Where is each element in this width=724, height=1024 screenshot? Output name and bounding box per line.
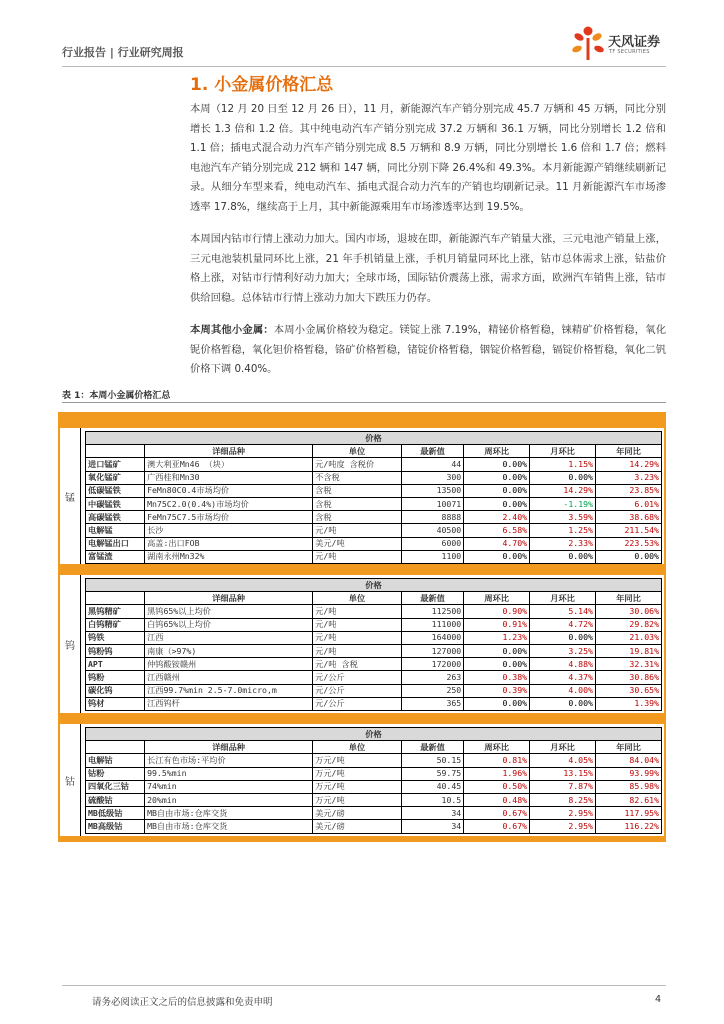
- table-row: [86, 458, 662, 471]
- column-header: 详细品种: [145, 445, 313, 458]
- table-cell: 美元/吨: [313, 537, 402, 550]
- table-row: [86, 631, 662, 644]
- table-cell: 四氧化三钴: [86, 780, 145, 793]
- table-cell: 元/吨: [313, 550, 402, 563]
- table-cell: 0.00%: [464, 658, 530, 671]
- table-cell: 0.00%: [530, 471, 596, 484]
- table-cell: 元/吨: [313, 644, 402, 657]
- table-row: [86, 644, 662, 657]
- table-cell: 23.85%: [595, 484, 661, 497]
- table-cell: 40.45: [401, 780, 463, 793]
- table-cell: 30.86%: [595, 671, 661, 684]
- table-cell: 300: [401, 471, 463, 484]
- table-row: [86, 484, 662, 497]
- table-cell: 江西钨杆: [145, 697, 313, 710]
- column-header: 周环比: [464, 741, 530, 754]
- table-cell: 美元/磅: [313, 807, 402, 820]
- table-cell: 4.72%: [530, 618, 596, 631]
- table-cell: MB自由市场:仓库交货: [145, 820, 313, 833]
- paragraph-other-metals: [190, 321, 666, 380]
- table-cell: 19.81%: [595, 644, 661, 657]
- table-row: [86, 511, 662, 524]
- table-cell: 0.81%: [464, 754, 530, 767]
- table-cell: 34: [401, 807, 463, 820]
- table-cell: 172000: [401, 658, 463, 671]
- table-cell: 30.65%: [595, 684, 661, 697]
- table-row: [86, 671, 662, 684]
- table-cell: 127000: [401, 644, 463, 657]
- block-label: 钨: [60, 575, 81, 713]
- table-cell: 3.25%: [530, 644, 596, 657]
- table-cell: 5.14%: [530, 605, 596, 618]
- logo-name-cn: 天风证券: [608, 35, 661, 50]
- table-cell: 1.96%: [464, 767, 530, 780]
- table-cell: 8.25%: [530, 793, 596, 806]
- table-cell: 含税: [313, 484, 402, 497]
- table-cell: 0.00%: [464, 458, 530, 471]
- table-cell: 江西99.7%min 2.5-7.0micro,m: [145, 684, 313, 697]
- table-cell: 元/吨 含税: [313, 658, 402, 671]
- table-cell: 元/吨: [313, 524, 402, 537]
- page-number: 4: [655, 994, 662, 1005]
- table-cell: 21.03%: [595, 631, 661, 644]
- column-header: 年同比: [595, 741, 661, 754]
- table-cell: 4.05%: [530, 754, 596, 767]
- table-row: [86, 780, 662, 793]
- column-header: 详细品种: [145, 741, 313, 754]
- table-row: [86, 767, 662, 780]
- column-header: 详细品种: [145, 592, 313, 605]
- table-cell: 电解锰: [86, 524, 145, 537]
- price-table: [85, 727, 662, 834]
- table-cell: 碳化钨: [86, 684, 145, 697]
- table-cell: 钨粉钨: [86, 644, 145, 657]
- paragraph-cobalt-market-text: 本周国内钴市行情上涨动力加大。国内市场，退坡在即，新能源汽车产销量大涨，三元电池产销量上涨，三元电池装机量同环比上涨，21 年手机销量上涨，手机月销量同环比上涨，钴市总体需求上涨，钴盐价格上涨，对钴市行情利好动力加大；全球市场，国际钴价震荡上涨，需求方面，欧洲汽车销售上涨，钴市供给回稳。总体钴市行情上涨动力加大下跌压力仍存。: [190, 233, 666, 304]
- table-cell: 2.40%: [464, 511, 530, 524]
- table-row: [86, 658, 662, 671]
- table-cell: 湖南永州Mn32%: [145, 550, 313, 563]
- table-header-row: [86, 741, 662, 754]
- table-cell: 85.98%: [595, 780, 661, 793]
- table-title: 表 1：本周小金属价格汇总: [62, 391, 171, 401]
- price-table: [85, 578, 662, 711]
- table-cell: 211.54%: [595, 524, 661, 537]
- column-header: 年同比: [595, 592, 661, 605]
- table-cell: 1.23%: [464, 631, 530, 644]
- table-cell: Mn75C2.0(0.4%)市场均价: [145, 497, 313, 510]
- table-cell: 32.31%: [595, 658, 661, 671]
- table-cell: 10071: [401, 497, 463, 510]
- table-cell: 万元/吨: [313, 767, 402, 780]
- table-cell: 氧化锰矿: [86, 471, 145, 484]
- table-cell: 仲钨酸铵赣州: [145, 658, 313, 671]
- table-cell: 0.00%: [595, 550, 661, 563]
- table-cell: 中碳锰铁: [86, 497, 145, 510]
- table-cell: 84.04%: [595, 754, 661, 767]
- table-cell: 6000: [401, 537, 463, 550]
- table-cell: 高碳锰铁: [86, 511, 145, 524]
- logo-name-en: TF SECURITIES: [609, 49, 650, 55]
- logo-flower-icon: [568, 24, 608, 64]
- table-cell: 82.61%: [595, 793, 661, 806]
- column-header: 周环比: [464, 445, 530, 458]
- table-cell: 40500: [401, 524, 463, 537]
- table-cell: 含税: [313, 511, 402, 524]
- column-header: 年同比: [595, 445, 661, 458]
- block-label: 锰: [60, 428, 81, 564]
- table-cell: 硫酸钴: [86, 793, 145, 806]
- table-cell: MB高级钴: [86, 820, 145, 833]
- table-cell: 250: [401, 684, 463, 697]
- table-row: [86, 497, 662, 510]
- table-cell: 元/吨: [313, 631, 402, 644]
- table-cell: 0.00%: [464, 484, 530, 497]
- table-cell: 34: [401, 820, 463, 833]
- table-row: [86, 524, 662, 537]
- table-cell: 164000: [401, 631, 463, 644]
- table-cell: 0.90%: [464, 605, 530, 618]
- table-cell: 万元/吨: [313, 780, 402, 793]
- other-metals-body: 本周小金属价格较为稳定。镁锭上涨 7.19%，精铋价格暂稳，铼精矿价格暂稳，氧化铌价格暂稳，氧化钽价格暂稳，铬矿价格暂稳，锗锭价格暂稳，铟锭价格暂稳，镉锭价格暂稳，氧化二钒价格下调 0.40%。: [190, 324, 667, 375]
- table-cell: 365: [401, 697, 463, 710]
- table-cell: -1.19%: [530, 497, 596, 510]
- table-cell: 0.67%: [464, 807, 530, 820]
- table-cell: 14.29%: [530, 484, 596, 497]
- table-cell: 0.67%: [464, 820, 530, 833]
- column-header: 最新值: [401, 741, 463, 754]
- column-header: [86, 445, 145, 458]
- table-cell: 99.5%min: [145, 767, 313, 780]
- table-cell: 0.50%: [464, 780, 530, 793]
- table-cell: FeMn80C0.4市场均价: [145, 484, 313, 497]
- table-cell: 0.00%: [464, 471, 530, 484]
- table-cell: 2.95%: [530, 807, 596, 820]
- table-cell: 1.25%: [530, 524, 596, 537]
- table-cell: 黑钨精矿: [86, 605, 145, 618]
- table-cell: 13500: [401, 484, 463, 497]
- column-header: 月环比: [530, 592, 596, 605]
- table-cell: 1100: [401, 550, 463, 563]
- table-cell: 钨材: [86, 697, 145, 710]
- table-cell: 澳大利亚Mn46 （块）: [145, 458, 313, 471]
- table-cell: 59.75: [401, 767, 463, 780]
- table-row: [86, 684, 662, 697]
- table-cell: 白钨65%以上均价: [145, 618, 313, 631]
- table-cell: 1.39%: [595, 697, 661, 710]
- report-category: 行业报告 | 行业研究周报: [62, 46, 184, 59]
- column-header: 最新值: [401, 592, 463, 605]
- price-table-frame: [58, 412, 666, 842]
- column-header: 月环比: [530, 741, 596, 754]
- table-cell: 2.33%: [530, 537, 596, 550]
- block-label: 钴: [60, 724, 81, 836]
- table-group-header: 价格: [86, 432, 662, 445]
- table-cell: 0.00%: [530, 550, 596, 563]
- table-cell: 3.23%: [595, 471, 661, 484]
- table-row: [86, 820, 662, 833]
- table-header-row: [86, 445, 662, 458]
- table-cell: 钨粉: [86, 671, 145, 684]
- table-cell: 14.29%: [595, 458, 661, 471]
- table-cell: 8888: [401, 511, 463, 524]
- table-cell: 0.00%: [530, 631, 596, 644]
- table-cell: 白钨精矿: [86, 618, 145, 631]
- table-row: [86, 807, 662, 820]
- table-cell: 美元/磅: [313, 820, 402, 833]
- column-header: 单位: [313, 592, 402, 605]
- table-cell: 黑钨65%以上均价: [145, 605, 313, 618]
- table-cell: 江西: [145, 631, 313, 644]
- table-cell: 元/公斤: [313, 671, 402, 684]
- table-cell: 0.00%: [530, 697, 596, 710]
- table-cell: 263: [401, 671, 463, 684]
- table-cell: 0.48%: [464, 793, 530, 806]
- table-cell: 含税: [313, 497, 402, 510]
- table-row: [86, 471, 662, 484]
- table-cell: 38.68%: [595, 511, 661, 524]
- table-header-row: [86, 592, 662, 605]
- table-cell: 4.37%: [530, 671, 596, 684]
- table-cell: 元/吨度 含税价: [313, 458, 402, 471]
- table-cell: 10.5: [401, 793, 463, 806]
- table-cell: 0.91%: [464, 618, 530, 631]
- table-cell: 元/吨: [313, 618, 402, 631]
- table-cell: 0.39%: [464, 684, 530, 697]
- table-cell: 50.15: [401, 754, 463, 767]
- table-row: [86, 793, 662, 806]
- other-metals-lead: 本周其他小金属：: [190, 324, 274, 336]
- header-divider: [62, 66, 666, 67]
- table-cell: 116.22%: [595, 820, 661, 833]
- table-cell: 13.15%: [530, 767, 596, 780]
- table-cell: 74%min: [145, 780, 313, 793]
- cobalt-block: [60, 724, 664, 836]
- table-cell: 93.99%: [595, 767, 661, 780]
- table-cell: 7.87%: [530, 780, 596, 793]
- table-cell: 0.38%: [464, 671, 530, 684]
- table-cell: 1.15%: [530, 458, 596, 471]
- table-cell: 富锰渣: [86, 550, 145, 563]
- table-row: [86, 537, 662, 550]
- table-cell: 111000: [401, 618, 463, 631]
- table-cell: 电解锰出口: [86, 537, 145, 550]
- table-cell: 电解钴: [86, 754, 145, 767]
- table-row: [86, 697, 662, 710]
- table-cell: 0.00%: [464, 497, 530, 510]
- table-cell: 6.58%: [464, 524, 530, 537]
- paragraph-other-metals-text: [190, 321, 666, 380]
- table-cell: 钨铁: [86, 631, 145, 644]
- table-cell: 20%min: [145, 793, 313, 806]
- table-cell: 0.00%: [464, 644, 530, 657]
- table-cell: 3.59%: [530, 511, 596, 524]
- table-cell: 南康（>97%): [145, 644, 313, 657]
- column-header: [86, 741, 145, 754]
- paragraph-cobalt-market: [190, 230, 666, 308]
- table-cell: 元/吨: [313, 605, 402, 618]
- table-cell: 长江有色市场:平均价: [145, 754, 313, 767]
- table-cell: 万元/吨: [313, 793, 402, 806]
- table-group-header: 价格: [86, 728, 662, 741]
- table-cell: 钴粉: [86, 767, 145, 780]
- tungsten-block: [60, 575, 664, 713]
- table-cell: 112500: [401, 605, 463, 618]
- manganese-block: [60, 428, 664, 564]
- table-cell: 0.00%: [464, 697, 530, 710]
- company-logo: [568, 24, 668, 64]
- table-cell: 江西赣州: [145, 671, 313, 684]
- footer-disclaimer: 请务必阅读正文之后的信息披露和免责申明: [92, 997, 273, 1008]
- table-cell: 117.95%: [595, 807, 661, 820]
- column-header: [86, 592, 145, 605]
- table-cell: 广西桂和Mn30: [145, 471, 313, 484]
- column-header: 周环比: [464, 592, 530, 605]
- table-row: [86, 605, 662, 618]
- table-cell: 4.70%: [464, 537, 530, 550]
- table-cell: 4.88%: [530, 658, 596, 671]
- column-header: 月环比: [530, 445, 596, 458]
- column-header: 单位: [313, 741, 402, 754]
- table-cell: 0.00%: [464, 550, 530, 563]
- table-cell: 29.82%: [595, 618, 661, 631]
- table-cell: 长沙: [145, 524, 313, 537]
- table-cell: 低碳锰铁: [86, 484, 145, 497]
- column-header: 最新值: [401, 445, 463, 458]
- table-cell: 高盖:出口FOB: [145, 537, 313, 550]
- table-cell: 进口锰矿: [86, 458, 145, 471]
- column-header: 单位: [313, 445, 402, 458]
- table-group-header: 价格: [86, 579, 662, 592]
- table-cell: 2.95%: [530, 820, 596, 833]
- table-cell: MB自由市场:仓库交货: [145, 807, 313, 820]
- table-row: [86, 618, 662, 631]
- footer-divider: [62, 985, 666, 986]
- table-cell: MB低级钴: [86, 807, 145, 820]
- table-cell: 30.06%: [595, 605, 661, 618]
- table-cell: 元/公斤: [313, 697, 402, 710]
- table-cell: 万元/吨: [313, 754, 402, 767]
- paragraph-ev-sales-text: 本周（12 月 20 日至 12 月 26 日），11 月，新能源汽车产销分别完成 45.7 万辆和 45 万辆，同比分别增长 1.3 倍和 1.2 倍。其中纯电动汽车产销分别完成 37.2 万辆和 36.1 万辆，同比分别增长 1.2 倍和 1.1 倍；插电式混合动力汽车产销分别完成 8.5 万辆和 8.9 万辆，同比分别增长 1.6 倍和 1.7 倍；燃料电池汽车产销分别完成 212 辆和 147 辆，同比分别下降 26.4%和 49.3%。本月新能源产销继续刷新记录。从细分车型来看，纯电动汽车、插电式混合动力汽车的产销也均刷新记录。11 月新能源汽车市场渗透率 17.8%，继续高于上月，其中新能源乘用车市场渗透率达到 19.5%。: [190, 103, 666, 213]
- table-row: [86, 754, 662, 767]
- table-cell: 6.01%: [595, 497, 661, 510]
- table-cell: 44: [401, 458, 463, 471]
- table-row: [86, 550, 662, 563]
- table-title-divider: [62, 402, 666, 403]
- table-cell: FeMn75C7.5市场均价: [145, 511, 313, 524]
- table-cell: 元/公斤: [313, 684, 402, 697]
- table-cell: APT: [86, 658, 145, 671]
- table-cell: 4.00%: [530, 684, 596, 697]
- paragraph-ev-sales: [190, 100, 666, 217]
- table-cell: 223.53%: [595, 537, 661, 550]
- section-title: 1. 小金属价格汇总: [190, 75, 334, 95]
- price-table: [85, 431, 662, 564]
- table-cell: 不含税: [313, 471, 402, 484]
